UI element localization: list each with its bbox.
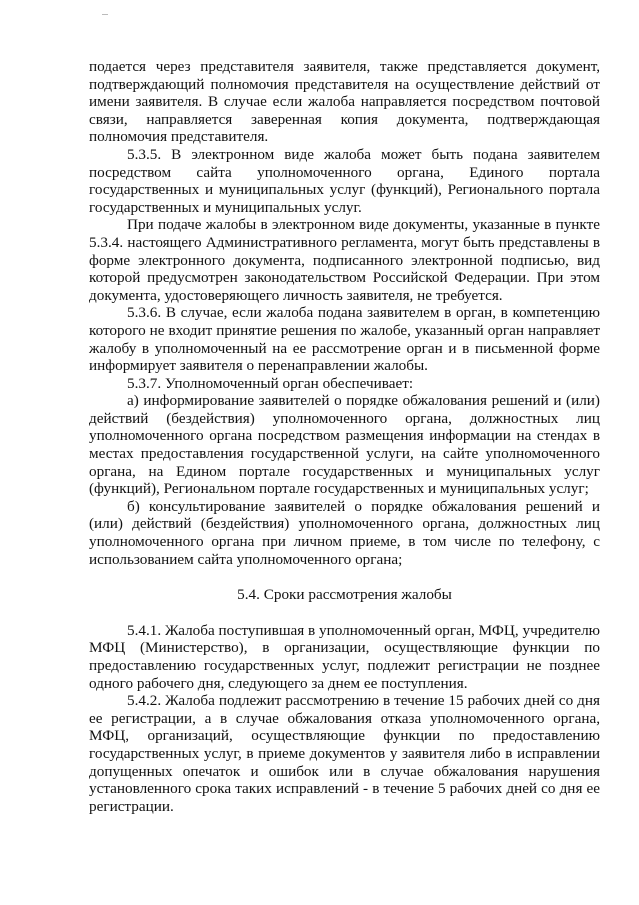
document-body xyxy=(89,58,600,815)
paragraph-6: б) консультирование заявителей о порядке обжалования решений и (или) действий (бездействия) уполномоченного органа, должностных лиц уполномоченного органа при личном приеме, в том числе по телефону, с использованием сайта уполномоченного органа; xyxy=(89,497,600,568)
paragraph-8: 5.4.2. Жалоба подлежит рассмотрению в течение 15 рабочих дней со дня ее регистрации, а в случае обжалования отказа уполномоченного органа, МФЦ, организаций, осуществляющие функции по предоставлению государственных услуг, в приеме документов у заявителя либо в исправлении допущенных опечаток и ошибок или в случае обжалования нарушения установленного срока таких исправлений - в течение 5 рабочих дней со дня ее регистрации. xyxy=(89,692,600,815)
paragraph-7: 5.4.1. Жалоба поступившая в уполномоченный орган, МФЦ, учредителю МФЦ (Министерство), в организации, осуществляющие функции по предоставлению государственных услуг, подлежит регистрации не позднее одного рабочего дня, следующего за днем ее поступления. xyxy=(89,621,600,692)
paragraph-4: 5.3.7. Уполномоченный орган обеспечивает: xyxy=(127,374,414,392)
paragraph-2: При подаче жалобы в электронном виде документы, указанные в пункте 5.3.4. настоящего Административного регламента, могут быть представлены в форме электронного документа, подписанного электронной подписью, вид которой предусмотрен законодательством Российской Федерации. При этом документа, удостоверяющего личность заявителя, не требуется. xyxy=(89,216,600,304)
scan-mark xyxy=(102,14,108,15)
paragraph-1: 5.3.5. В электронном виде жалоба может быть подана заявителем посредством сайта уполномоченного органа, Единого портала государственных и муниципальных услуг (функций), Регионального портала государственных и муниципальных услуг. xyxy=(89,145,600,216)
paragraph-5: а) информирование заявителей о порядке обжалования решений и (или) действий (бездействия) уполномоченного органа, должностных лиц уполномоченного органа посредством размещения информации на стендах в местах предоставления государственной услуги, на сайте уполномоченного органа, на Едином портале государственных и муниципальных услуг (функций), Региональном портале государственных и муниципальных услуг; xyxy=(89,392,600,498)
section-heading: 5.4. Сроки рассмотрения жалобы xyxy=(237,586,452,604)
paragraph-0: подается через представителя заявителя, также представляется документ, подтверждающий полномочия представителя на осуществление действий от имени заявителя. В случае если жалоба направляется посредством почтовой связи, направляется заверенная копия документа, подтверждающая полномочия представителя. xyxy=(89,58,600,146)
paragraph-3: 5.3.6. В случае, если жалоба подана заявителем в орган, в компетенцию которого не входит принятие решения по жалобе, указанный орган направляет жалобу в уполномоченный на ее рассмотрение орган и в письменной форме информирует заявителя о перенаправлении жалобы. xyxy=(89,304,600,375)
